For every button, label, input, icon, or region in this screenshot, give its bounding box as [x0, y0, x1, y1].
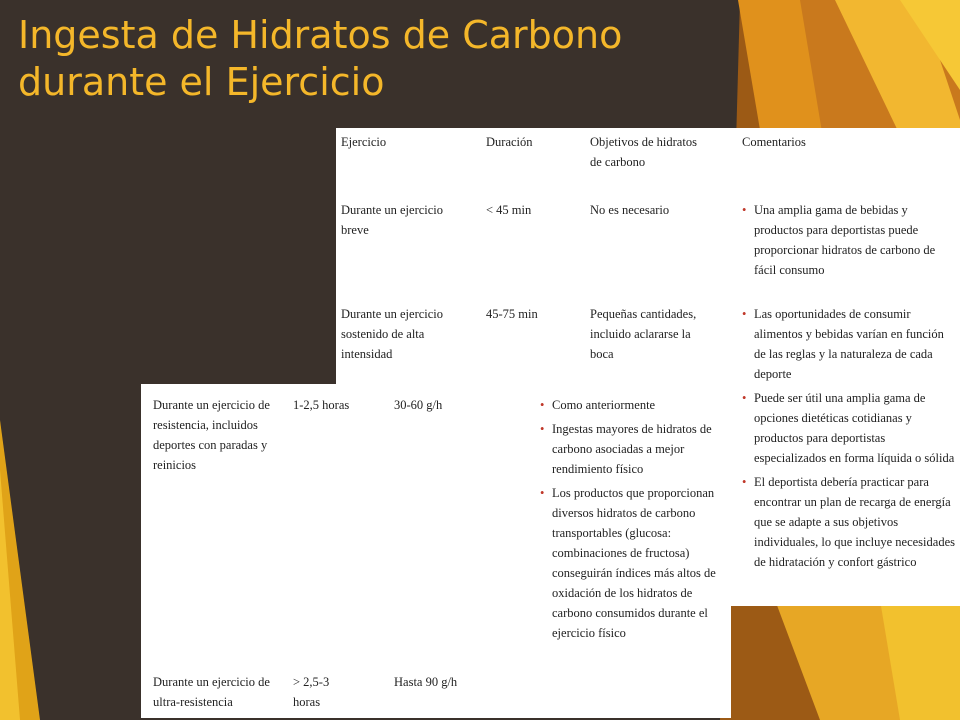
- header-objetivos: Objetivos de hidratos de carbono: [590, 135, 697, 169]
- comment-bullet: • Las oportunidades de consumir alimentos y bebidas varían en función de las reglas y la naturaleza de cada deporte: [742, 304, 956, 384]
- comment-bullet: • Una amplia gama de bebidas y productos para deportistas puede proporcionar hidratos de carbono de fácil consumo: [742, 200, 952, 280]
- slide-title-line1: Ingesta de Hidratos de Carbono: [18, 13, 623, 57]
- comment-bullet: • Puede ser útil una amplia gama de opciones dietéticas cotidianas y productos para deportistas especializados en forma líquida o sólida: [742, 388, 956, 468]
- row1-duracion: < 45 min: [486, 203, 532, 217]
- comment-bullet: • Ingestas mayores de hidratos de carbono asociadas a mejor rendimiento físico: [540, 419, 730, 479]
- row2-duracion: 45-75 min: [486, 307, 538, 321]
- comment-bullet: • El deportista debería practicar para encontrar un plan de recarga de energía que se adapte a sus objetivos individuales, lo que incluye necesidades de hidratación y confort gástrico: [742, 472, 956, 572]
- row3-duracion: 1-2,5 horas: [293, 398, 350, 412]
- row3-comentarios: [540, 395, 730, 647]
- row2-comentarios: [742, 304, 956, 576]
- row2-ejercicio: Durante un ejercicio sostenido de alta intensidad: [341, 307, 444, 361]
- table-image-bottom: [141, 384, 731, 718]
- slide-title: [18, 12, 738, 106]
- row2-objetivos: Pequeñas cantidades, incluido aclararse la boca: [590, 307, 697, 361]
- row1-comentarios: [742, 200, 952, 284]
- header-ejercicio: Ejercicio: [341, 135, 387, 149]
- comment-bullet: • Como anteriormente: [540, 395, 730, 415]
- comment-bullet: • Los productos que proporcionan diversos hidratos de carbono transportables (glucosa: combinaciones de fructosa) conseguirán índices más altos de oxidación de los hidratos de carbono consumidos durante el ejercicio físico: [540, 483, 730, 643]
- row1-ejercicio: Durante un ejercicio breve: [341, 203, 444, 237]
- row1-objetivos: No es necesario: [590, 203, 670, 217]
- row3-objetivos: 30-60 g/h: [394, 398, 443, 412]
- row4-ejercicio: Durante un ejercicio de ultra-resistencia: [153, 675, 270, 709]
- row4-duracion: > 2,5-3 horas: [293, 675, 330, 709]
- row3-ejercicio: Durante un ejercicio de resistencia, incluidos deportes con paradas y reinicios: [153, 398, 270, 472]
- row4-objetivos: Hasta 90 g/h: [394, 675, 458, 689]
- slide-title-line2: durante el Ejercicio: [18, 60, 385, 104]
- header-comentarios: Comentarios: [742, 135, 806, 149]
- header-duracion: Duración: [486, 135, 533, 149]
